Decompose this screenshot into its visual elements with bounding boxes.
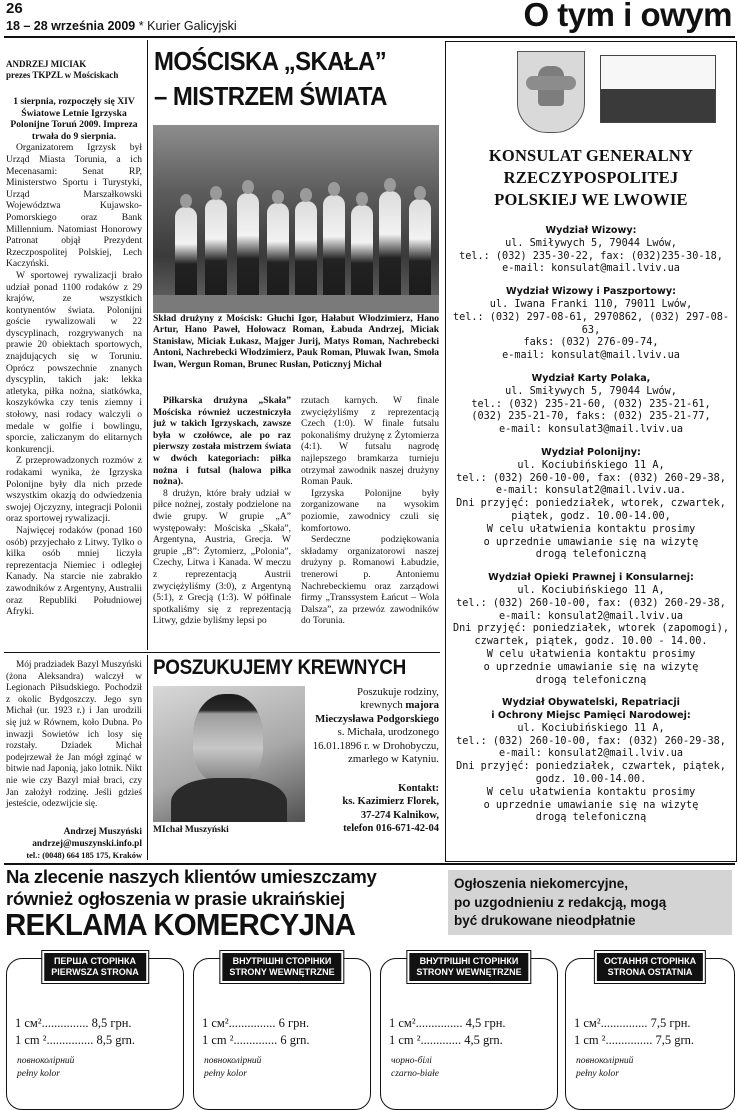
consulate-departments — [446, 215, 736, 825]
department-line: tel.: (032) 260-10-00, fax: (032) 260-29-38, — [456, 597, 726, 609]
ad-box-label: ОСТАННЯ СТОРІНКА STRONA OSTATNIA — [595, 951, 705, 983]
department-line: Dni przyjęć: poniedziałek, czwartek, piątek, — [456, 761, 726, 773]
section-title: O tym i owym — [523, 0, 732, 33]
article-headline-line-1: MOŚCISKA „SKAŁA” — [154, 46, 387, 76]
search-text-1: Poszukuje rodziny, krewnych — [356, 686, 439, 712]
department-line: drogą telefoniczną — [535, 549, 647, 561]
department-line: W celu ułatwienia kontaktu prosimy — [486, 648, 696, 660]
column-divider — [147, 655, 148, 860]
department-line: W celu ułatwienia kontaktu prosimy — [486, 786, 696, 798]
header-rule — [4, 36, 735, 38]
photo-caption: Skład drużyny z Mościsk: Głuchi Igor, Hałabut Włodzimierz, Hano Artur, Hano Paweł, Hołowacz Roman, Łabuda Andrzej, Miciak Stanisław, Miciak Łukasz, Majger Jurij, Matys Roman, Nachrebecki Antoni, Nachrebecki Włodzimierz, Pauk Roman, Pluwak Iwan, Smoła Iwan, Wergun Roman, Brunec Rusłan, Poticznyj Michał — [153, 314, 439, 370]
department-citizenship — [446, 697, 736, 825]
department-line: (032) 235-21-70, faks: (032) 235-21-77, — [471, 411, 711, 423]
ads-intro — [6, 866, 436, 910]
department-line: faks: (032) 276-09-74, — [523, 337, 659, 349]
ads-headline: REKLAMA KOMERCYJNA — [5, 907, 356, 942]
department-line: drogą telefoniczną — [535, 674, 647, 686]
article-paragraph: Organizatorem Igrzysk był Urząd Miasta Torunia, a ich Mecenasami: Senat RP, Ministerstwo Sportu i Turystyki, Urząd Marszałkowski Województwa Kujawsko-Pomorskiego oraz Bank Millennium. Natomiast Honorowy Patronat objął Prezydent Rzeczpospolitej Polskiej, Lech Kaczyński. — [6, 142, 142, 270]
page-number: 26 — [6, 0, 23, 17]
contact-address: 37-274 Kalnikow, — [360, 809, 439, 821]
ad-price: 1 cм²............... 6 грн. 1 cm ².............. 6 grn. — [202, 1016, 310, 1047]
consulate-title-line-3: POLSKIEJ WE LWOWIE — [494, 190, 688, 209]
section-divider — [4, 652, 440, 653]
consulate-title — [446, 145, 736, 211]
department-line: tel.: (032) 235-30-22, fax: (032)235-30-18, — [459, 250, 723, 262]
department-line: tel.: (032) 297-08-61, 2970862, (032) 297-08-63, — [452, 311, 729, 336]
author-role: prezes TKPZL w Mościskach — [6, 70, 119, 80]
ad-price-box-inner-bw — [380, 958, 558, 1110]
department-heading: Wydział Opieki Prawnej i Konsularnej: — [488, 572, 694, 584]
department-line: ul. Iwana Franki 110, 79011 Lwów, — [489, 298, 693, 310]
department-heading: Wydział Obywatelski, Repatriacji — [502, 697, 680, 709]
contact-label: Kontakt: — [398, 783, 439, 794]
ad-box-label: ВНУТРІШНІ СТОРІНКИ STRONY WEWNĘTRZNE — [220, 951, 343, 983]
article-paragraph: W sportowej rywalizacji brało udział ponad 1100 rodaków z 29 krajów, ze wszystkich kontynentów świata. Polonijni goście rywalizowali w 22 dyscyplinach, rozgrywanych na prawie 20 obiektach sportowych, znajdujących się w Toruniu. Oprócz powszechnie znanych dyscyplin, takich jak: lekka atletyka, piłka nożna, siatkówka, koszykówka czy tenis ziemny i stołowy, nasi rodacy walczyli o medale w golfie i bowlingu, sporcie, zaliczanym do elitarnych konkurencji. — [6, 269, 142, 455]
department-line: godz. 10.00-14.00. — [535, 774, 647, 786]
department-line: e-mail: konsulat@mail.lviv.ua — [502, 263, 680, 275]
article-paragraph: Z przeprowadzonych rozmów z rodakami wynika, że Igrzyska Polonijne były dla nich przede wszystkim okazją do odwiedzenia swojej Ojczyzny, integracji Polonii oraz sportowej rywalizacji. — [6, 455, 142, 525]
ad-box-label: ВНУТРІШНІ СТОРІНКИ STRONY WEWNĘTRZNE — [407, 951, 530, 983]
department-heading: Wydział Wizowy i Paszportowy: — [506, 286, 676, 298]
author-block — [6, 59, 146, 81]
search-headline: POSZUKUJEMY KREWNYCH — [153, 656, 406, 679]
article-headline-line-2: – MISTRZEM ŚWIATA — [154, 81, 387, 111]
polish-flag — [600, 55, 716, 123]
contact-phone: telefon 016-671-42-04 — [343, 823, 439, 835]
department-line: e-mail: konsulat2@mail.lviv.ua. — [495, 485, 687, 497]
noncommercial-line-1: Ogłoszenia niekomercyjne, — [454, 876, 629, 891]
article-paragraph: 8 drużyn, które brały udział w piłce nożnej, zostały podzielone na dwie grupy. W grupie „A” występowały: Mościska „Skała”, Argentyna, Austria, Grecja. W grupie „B”: Żytomierz, „Polonia”, Czechy, Litwa i Kanada. W meczu z reprezentacją Austrii zwyciężyliśmy (3:0), z Argentyną (5:1), z Grecją (1:3). W półfinale spotkaliśmy się z reprezentacją Litwy, gdzie byliśmy lepsi po — [153, 487, 291, 627]
article-paragraph: Serdeczne podziękowania składamy organizatorowi naszej drużyny p. Romanowi Łabudzie, trenerowi p. Antoniemu Nachrebeckiemu oraz zarządowi firmy „Transsystem Łańcut – Wola Dalsza”, za przewóz zawodników do Torunia. — [301, 534, 439, 627]
article-paragraph: rzutach karnych. W finale zwyciężyliśmy z reprezentacją Czech (1:0). W finale futsalu pokonaliśmy drużynę z Żytomierza (4:1). W futsalu nagrodę najlepszego bramkarza turnieju otrzymał zawodnik naszej drużyny Roman Pauk. — [301, 395, 439, 488]
department-heading: Wydział Wizowy: — [545, 225, 637, 236]
department-line: drogą telefoniczną — [535, 812, 647, 824]
department-visa — [446, 225, 736, 276]
article-lead: 1 sierpnia, rozpoczęły się XIV Światowe Letnie Igrzyska Polonijne Toruń 2009. Impreza trwała do 9 sierpnia. — [10, 96, 138, 142]
consulate-panel — [445, 41, 737, 862]
department-line: ul. Kociubińskiego 11 A, — [517, 584, 665, 596]
department-line: tel.: (032) 235-21-60, (032) 235-21-61, — [471, 398, 711, 410]
department-line: o uprzednie umawianie się na wizytę — [483, 536, 699, 548]
ads-intro-line-2: również ogłoszenia w prasie ukraińskiej — [6, 888, 345, 909]
department-heading: i Ochrony Miejsc Pamięci Narodowej: — [491, 710, 691, 722]
article-paragraph: Najwięcej rodaków (ponad 160 osób) przyjechało z Litwy. Tylko o kilka osób mniej liczyła reprezentacja Niemiec i odległej Kanady. Na starcie nie zabrakło zawodników z Argentyny, Australii oraz Republiki Południowej Afryki. — [6, 524, 142, 618]
noncommercial-line-2: po uzgodnieniu z redakcją, mogą — [454, 894, 667, 910]
department-line: tel.: (032) 260-10-00, fax: (032) 260-29-38, — [456, 735, 726, 747]
ad-note: повноколірний pełny kolor — [17, 1056, 75, 1079]
letter-signature-block — [6, 827, 142, 862]
department-line: e-mail: konsulat2@mail.lviv.ua — [498, 610, 683, 622]
department-line: tel.: (032) 260-10-00, fax: (032) 260-29-38, — [456, 472, 726, 484]
department-line: e-mail: konsulat@mail.lviv.ua — [502, 350, 680, 362]
polish-eagle-emblem — [517, 51, 585, 133]
noncommercial-line-3: być drukowane nieodpłatnie — [454, 913, 636, 928]
department-line: Dni przyjęć: poniedziałek, wtorek (zapomogi), — [452, 623, 729, 635]
search-contact — [300, 782, 439, 836]
letter-phone: tel.: (0048) 664 185 175, Kraków — [26, 851, 142, 861]
department-line: Dni przyjęć: poniedziałek, wtorek, czwartek, — [456, 498, 726, 510]
noncommercial-box — [448, 870, 732, 935]
department-line: e-mail: konsulat3@mail.lviv.ua — [498, 424, 683, 436]
portrait-photo — [153, 686, 305, 822]
issue-date: 18 – 28 września 2009 — [6, 19, 136, 33]
author-name: ANDRZEJ MICIAK — [6, 59, 87, 69]
column-divider — [147, 40, 148, 650]
department-pole-card — [446, 373, 736, 437]
department-heading: Wydział Karty Polaka, — [531, 372, 651, 384]
department-heading: Wydział Polonijny: — [541, 446, 641, 458]
issue-date-line — [6, 19, 237, 33]
article-column-1 — [6, 96, 142, 651]
article-bold-paragraph: Piłkarska drużyna „Skała” Mościska również uczestniczyła już w takich Igrzyskach, zawsze była w czołówce, ale po raz pierwszy została mistrzem świata w dwóch kategoriach: piłka nożna i futsal (halowa piłka nożna). — [153, 395, 291, 488]
department-line: czwartek, piątek, godz. 10.00 - 14.00. — [474, 636, 708, 648]
department-visa-passport — [446, 286, 736, 363]
department-legal-consular — [446, 572, 736, 687]
department-polonia — [446, 447, 736, 562]
article-headline — [154, 44, 416, 114]
department-line: ul. Kociubińskiego 11 A, — [517, 459, 665, 471]
department-line: o uprzednie umawianie się na wizytę — [483, 799, 699, 811]
department-line: W celu ułatwienia kontaktu prosimy — [486, 523, 696, 535]
department-line: piątek, godz. 10.00-14.00, — [511, 510, 671, 522]
ad-price-box-inner-color — [193, 958, 371, 1110]
letter-email: andrzej@muszynski.info.pl — [32, 838, 142, 849]
consulate-title-line-1: KONSULAT GENERALNY — [488, 146, 694, 165]
search-person: majora Mieczysława Podgorskiego — [315, 699, 439, 725]
ad-price: 1 cм²............... 4,5 грн. 1 cm ²............. 4,5 grn. — [389, 1016, 506, 1047]
ad-price: 1 cм²............... 8,5 грн. 1 cm ²............... 8,5 grn. — [15, 1016, 136, 1047]
letter-text — [6, 660, 142, 811]
ad-price: 1 cм²............... 7,5 грн. 1 cm ²............... 7,5 grn. — [574, 1016, 695, 1047]
portrait-caption: MIchał Muszyński — [153, 825, 229, 835]
article-column-3 — [301, 395, 439, 649]
search-text — [312, 686, 439, 766]
paper-name: Kurier Galicyjski — [147, 19, 237, 33]
department-line: o uprzednie umawianie się na wizytę — [483, 661, 699, 673]
department-line: e-mail: konsulat2@mail.lviv.ua — [498, 748, 683, 760]
article-paragraph: Igrzyska Polonijne były zorganizowane na wysokim poziomie, zawodnicy czuli się komfortowo. — [301, 487, 439, 534]
ad-box-label: ПЕРША СТОРІНКА PIERWSZA STRONA — [42, 951, 148, 983]
search-text-2: s. Michała, urodzonego 16.01.1896 r. w Drohobyczu, zmarłego w Katyniu. — [312, 726, 439, 766]
ad-price-box-last-page — [565, 958, 735, 1110]
ad-price-box-first-page — [6, 958, 184, 1110]
article-column-2 — [153, 395, 291, 649]
contact-name: ks. Kazimierz Florek, — [342, 796, 439, 808]
department-line: ul. Smiływych 5, 79044 Lwów, — [505, 237, 677, 249]
ads-intro-line-1: Na zlecenie naszych klientów umieszczamy — [6, 866, 377, 887]
ad-note: повноколірний pełny kolor — [576, 1056, 634, 1079]
ad-note: повноколірний pełny kolor — [204, 1056, 262, 1079]
letter-signature: Andrzej Muszyński — [63, 827, 142, 837]
separator-star: * — [138, 19, 144, 33]
team-photo — [153, 125, 439, 313]
department-line: ul. Smiływych 5, 79044 Lwów, — [505, 385, 677, 397]
ads-top-rule — [4, 863, 735, 865]
letter-body: Mój pradziadek Bazyl Muszyński (żona Aleksandra) walczył w Legionach Piłsudskiego. Pochodził z okolic Bydgoszczy. Jego syn Michał (ur. 1923 r.) i Jan urodzili się już w Równem, koło Dubna. Po inwazji Sowietów ich losy się rozstały. Dziadek Michał podejrzewał że Jan mógł zginąć w bitwie nad Japonią, jako lotnik. Nikt nie wie czy Bazyl miał braci, czy Jan założył rodzinę. Jeśli gdzieś jesteście, odezwijcie się. — [6, 660, 142, 810]
department-line: ul. Kociubińskiego 11 A, — [517, 722, 665, 734]
consulate-title-line-2: RZECZYPOSPOLITEJ — [503, 168, 679, 187]
ad-note: чорно-білі czarno-białe — [391, 1056, 440, 1079]
